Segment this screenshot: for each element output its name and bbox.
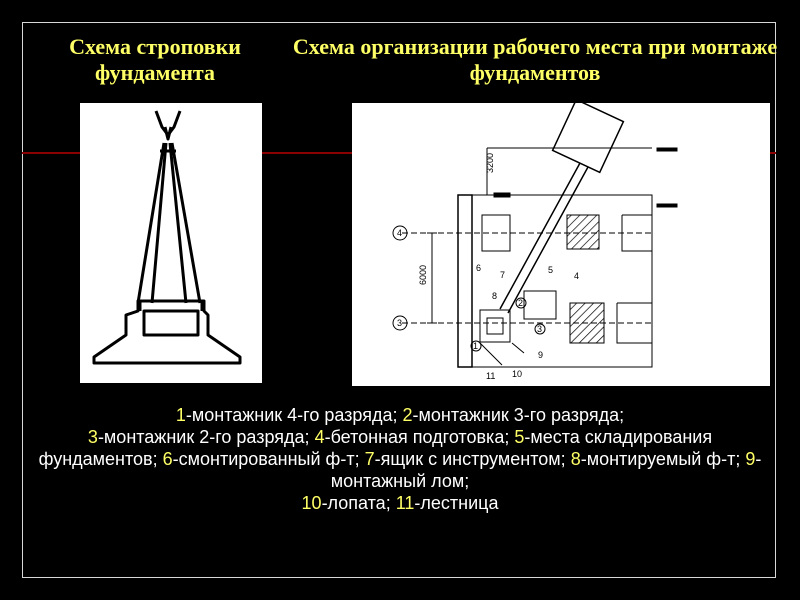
legend-item (315, 427, 515, 447)
legend-text: -ящик с инструментом; (374, 449, 571, 469)
slinging-diagram (80, 103, 262, 383)
callout-4: 4 (574, 271, 580, 281)
workplace-diagram (352, 103, 770, 386)
legend-number: 6 (162, 449, 173, 469)
sling-right-inner (170, 143, 186, 303)
legend-text: -места складирования фундаментов; (38, 427, 713, 469)
dim-label-top: 3200 (485, 152, 495, 173)
sling-right-outer (172, 143, 200, 303)
legend-text: -монтажник 4-го разряда; (185, 405, 403, 425)
legend-text: -монтажник 2-го разряда; (97, 427, 315, 447)
callout-5: 5 (548, 265, 554, 275)
crane-body (553, 103, 624, 172)
legend-number: 9 (745, 449, 756, 469)
callout-3: 3 (537, 324, 543, 334)
legend-number: 4 (314, 427, 325, 447)
legend-number: 3 (87, 427, 98, 447)
legend-text: -лопата; (321, 493, 396, 513)
callout-1: 1 (473, 341, 479, 351)
callout-8: 8 (492, 291, 498, 301)
callout-2: 2 (518, 298, 524, 308)
title-workplace-scheme: Схема организации рабочего места при монтаже фундаментов (292, 34, 778, 85)
legend-number: 11 (395, 493, 415, 513)
title-slinging-scheme: Схема строповки фундамента (69, 34, 241, 85)
callout-7: 7 (500, 270, 506, 280)
legend-item (302, 493, 396, 513)
legend-number: 10 (301, 493, 322, 513)
legend-item (163, 449, 365, 469)
legend-text: -бетонная подготовка; (324, 427, 515, 447)
slinging-drawing (80, 103, 262, 383)
legend-text: -монтируемый ф-т; (580, 449, 746, 469)
callout-9: 9 (538, 350, 544, 360)
legend-item (396, 493, 499, 513)
callout-6: 6 (476, 263, 482, 273)
concrete-prep-bottom (570, 303, 604, 343)
callout-11: 11 (486, 371, 496, 381)
crane-hook (156, 111, 180, 135)
legend-item (571, 449, 746, 469)
legend-text: -монтажник 3-го разряда; (412, 405, 625, 425)
legend-item (403, 405, 625, 425)
axis-label-4: 4 (397, 228, 403, 238)
legend-text: -лестница (414, 493, 499, 513)
storage-area (524, 291, 556, 319)
mounted-foundation (480, 310, 510, 342)
legend-text: -смонтированный ф-т; (172, 449, 365, 469)
legend-text: -монтажный лом; (330, 449, 762, 491)
legend-number: 7 (364, 449, 375, 469)
legend-number: 1 (175, 405, 186, 425)
callout-10: 10 (512, 369, 523, 379)
concrete-prep-top (567, 215, 599, 249)
legend (38, 404, 762, 514)
axis-label-3: 3 (397, 318, 403, 328)
legend-number: 5 (514, 427, 525, 447)
legend-item (88, 427, 315, 447)
dim-label-side: 6000 (418, 264, 428, 285)
legend-number: 8 (570, 449, 581, 469)
legend-number: 2 (402, 405, 413, 425)
foundation-glass (144, 311, 198, 335)
legend-item (365, 449, 571, 469)
workplace-drawing (352, 103, 770, 386)
legend-item (176, 405, 403, 425)
